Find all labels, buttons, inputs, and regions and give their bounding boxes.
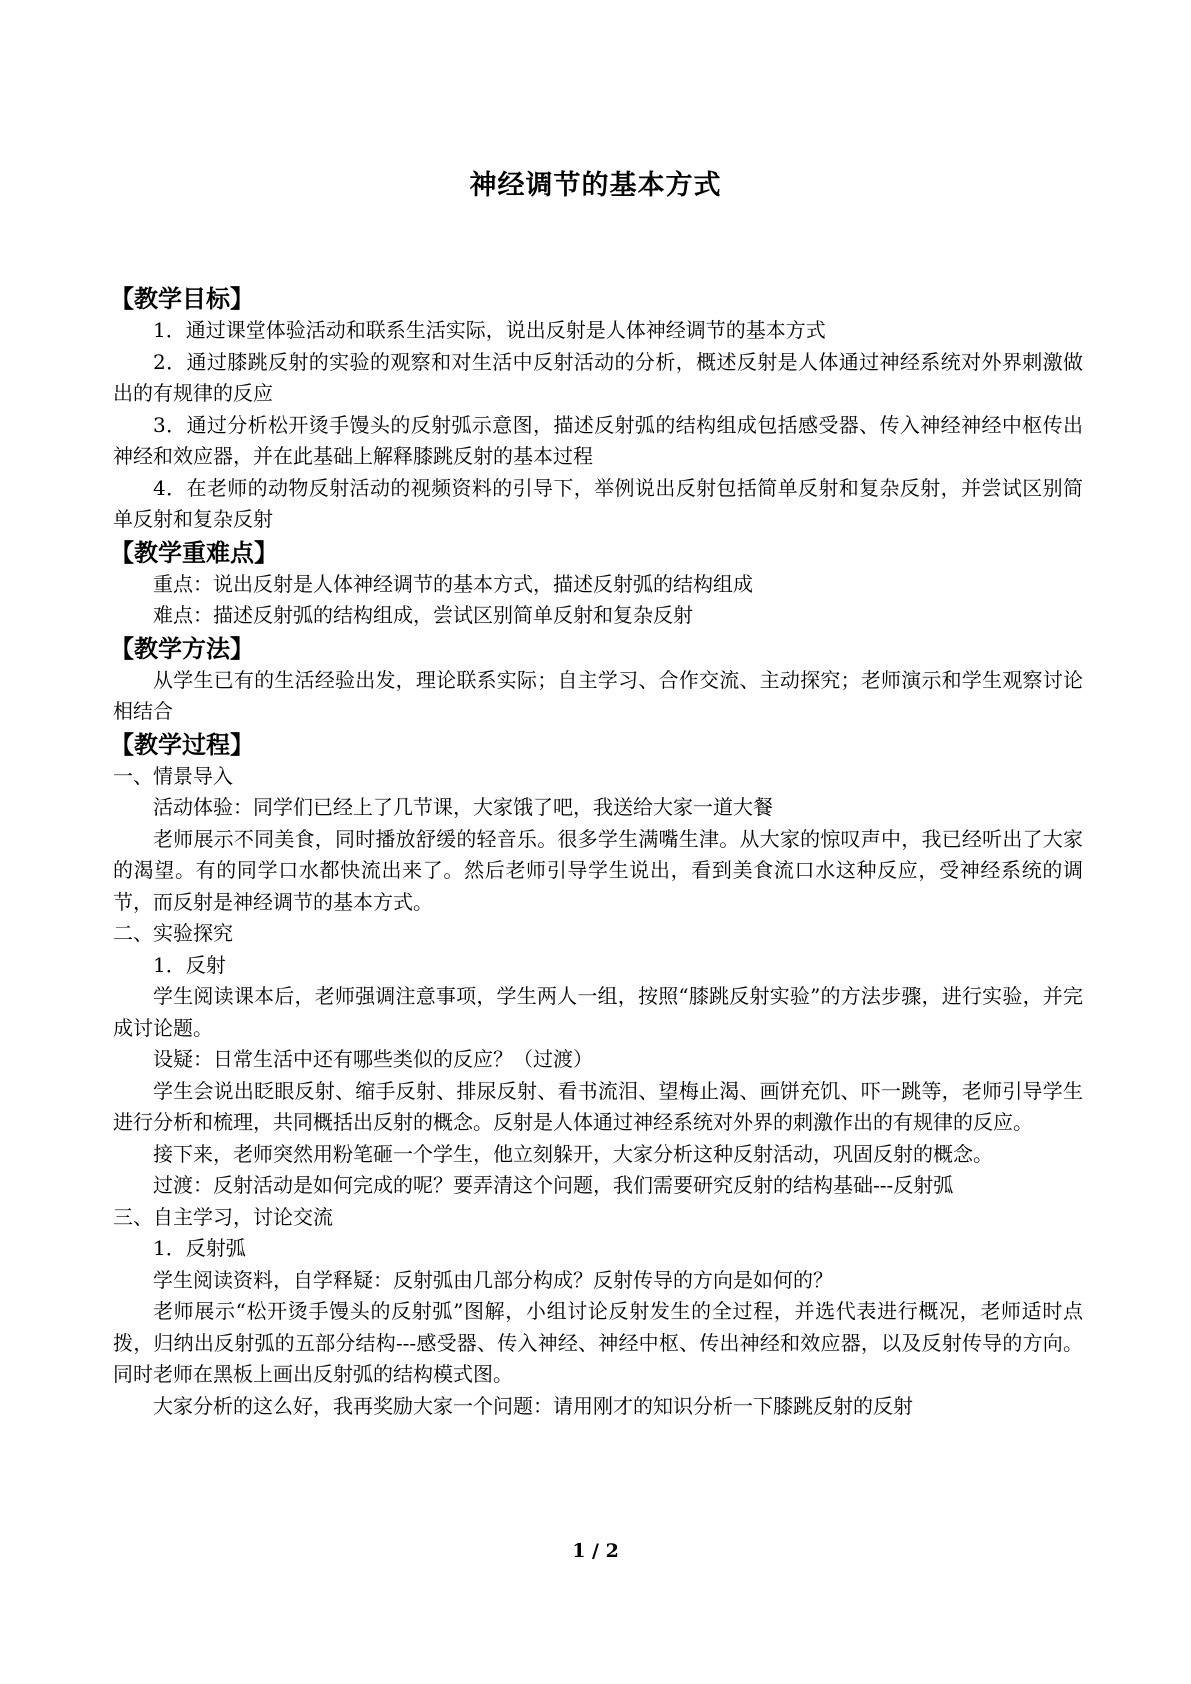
process-paragraph: 设疑：日常生活中还有哪些类似的反应？（过渡） — [153, 1047, 593, 1071]
process-paragraph: 学生阅读资料，自学释疑：反射弧由几部分构成？反射传导的方向是如何的？ — [153, 1267, 833, 1292]
page-number: 1 / 2 — [572, 1540, 619, 1562]
process-paragraph: 1．反射 — [153, 952, 226, 977]
process-paragraph: 活动体验：同学们已经上了几节课，大家饿了吧，我送给大家一道大餐 — [153, 795, 773, 819]
page-title: 神经调节的基本方式 — [469, 170, 722, 201]
process-paragraph: 大家分析的这么好，我再奖励大家一个问题：请用刚才的知识分析一下膝跳反射的反射 — [153, 1393, 913, 1418]
process-paragraph: 过渡：反射活动是如何完成的呢？要弄清这个问题，我们需要研究反射的结构基础---反射弧 — [153, 1173, 954, 1197]
process-part-title: 三、自主学习，讨论交流 — [113, 1204, 333, 1229]
section-heading-methods: 【教学方法】 — [110, 633, 254, 663]
process-part-title: 二、实验探究 — [113, 921, 233, 945]
key-point-item: 重点：说出反射是人体神经调节的基本方式，描述反射弧的结构组成 — [153, 571, 753, 596]
process-paragraph: 学生阅读课本后，老师强调注意事项，学生两人一组，按照“膝跳反射实验”的方法步骤，进行实验，并完成讨论题。 — [113, 984, 1083, 1040]
process-paragraph: 学生会说出眨眼反射、缩手反射、排尿反射、看书流泪、望梅止渴、画饼充饥、吓一跳等，老师引导学生进行分析和梳理，共同概括出反射的概念。反射是人体通过神经系统对外界的刺激作出的有规律的反应。 — [113, 1078, 1083, 1134]
goal-item: 4．在老师的动物反射活动的视频资料的引导下，举例说出反射包括简单反射和复杂反射，并尝试区别简单反射和复杂反射 — [113, 475, 1083, 531]
goal-item: 3．通过分析松开烫手馒头的反射弧示意图，描述反射弧的结构组成包括感受器、传入神经神经中枢传出神经和效应器，并在此基础上解释膝跳反射的基本过程 — [113, 412, 1083, 468]
process-part-title: 一、情景导入 — [113, 763, 233, 788]
section-heading-process: 【教学过程】 — [110, 729, 254, 759]
key-point-item: 难点：描述反射弧的结构组成，尝试区别简单反射和复杂反射 — [153, 603, 693, 627]
document-body — [110, 282, 1083, 1422]
process-paragraph: 1．反射弧 — [153, 1236, 246, 1260]
process-paragraph: 接下来，老师突然用粉笔砸一个学生，他立刻躲开，大家分析这种反射活动，巩固反射的概念。 — [153, 1141, 993, 1166]
section-heading-goals: 【教学目标】 — [110, 284, 254, 313]
process-paragraph: 老师展示“松开烫手馒头的反射弧”图解，小组讨论反射发生的全过程，并选代表进行概况，老师适时点拨，归纳出反射弧的五部分结构---感受器、传入神经、神经中枢、传出神经和效应器，以及反射传导的方向。同时老师在黑板上画出反射弧的结构模式图。 — [113, 1299, 1083, 1386]
method-item: 从学生已有的生活经验出发，理论联系实际；自主学习、合作交流、主动探究；老师演示和学生观察讨论相结合 — [113, 667, 1083, 723]
process-paragraph: 老师展示不同美食，同时播放舒缓的轻音乐。很多学生满嘴生津。从大家的惊叹声中，我已经听出了大家的渴望。有的同学口水都快流出来了。然后老师引导学生说出，看到美食流口水这种反应，受神经系统的调节，而反射是神经调节的基本方式。 — [113, 826, 1083, 914]
goal-item: 1．通过课堂体验活动和联系生活实际，说出反射是人体神经调节的基本方式 — [153, 318, 826, 342]
goal-item: 2．通过膝跳反射的实验的观察和对生活中反射活动的分析，概述反射是人体通过神经系统对外界刺激做出的有规律的反应 — [113, 349, 1083, 405]
section-heading-key-points: 【教学重难点】 — [110, 537, 278, 567]
